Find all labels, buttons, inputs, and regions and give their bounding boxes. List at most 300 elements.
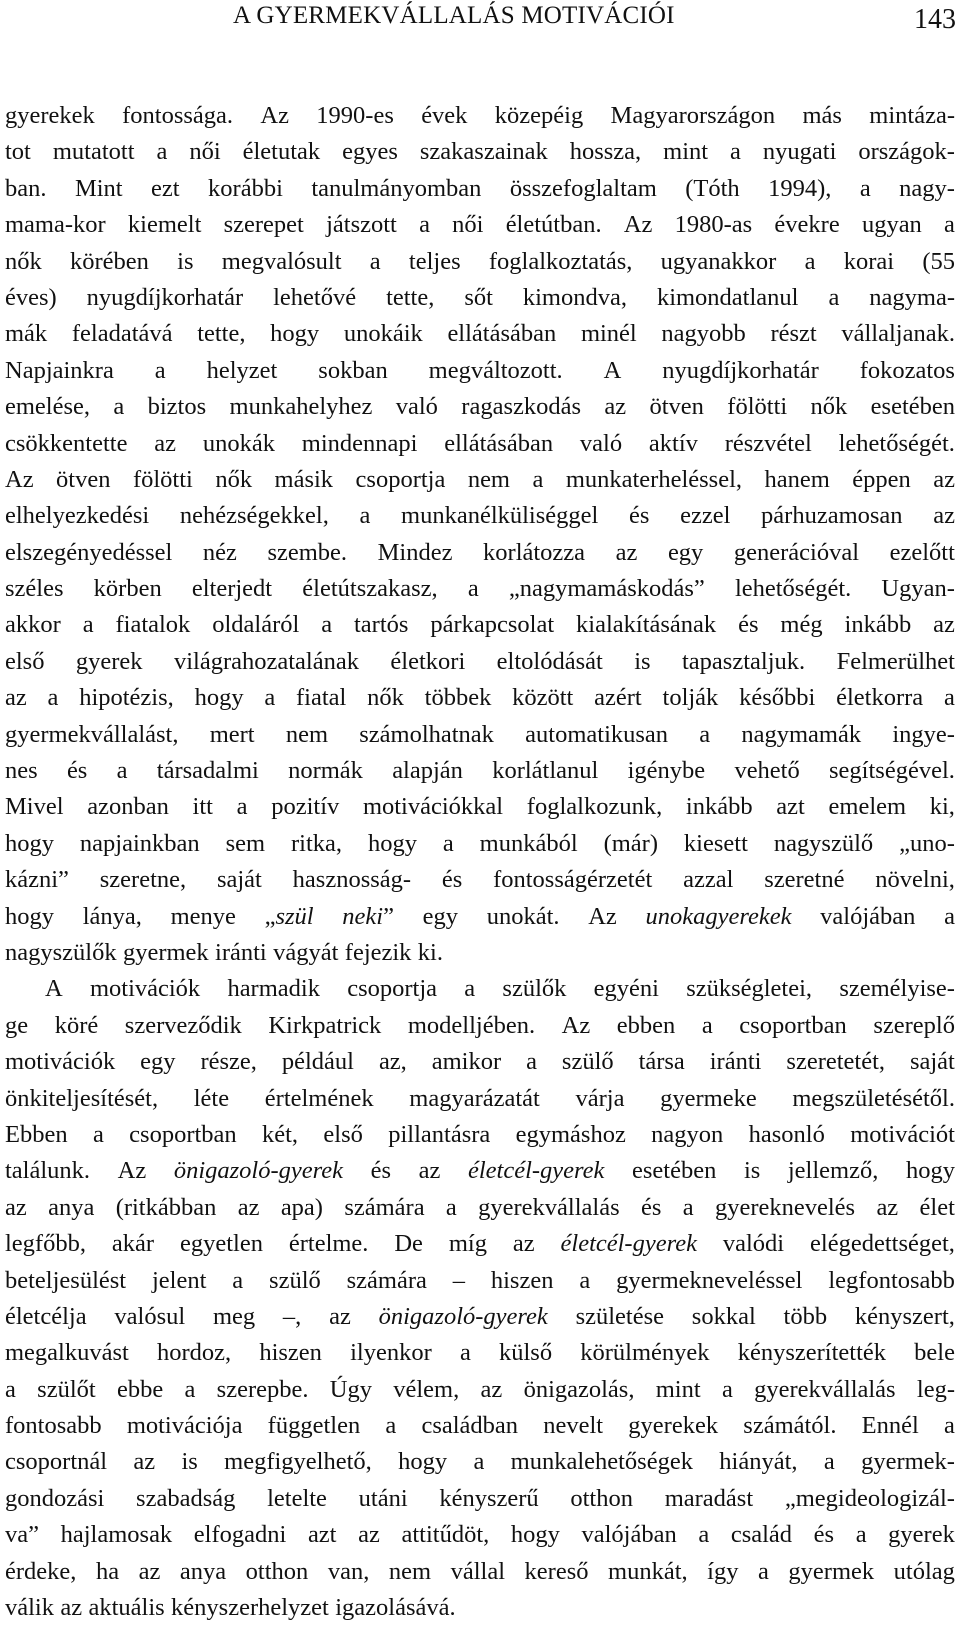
word: évek bbox=[421, 102, 468, 129]
word: hajlamosak bbox=[60, 1521, 173, 1549]
italic-term: életcél-gyerek bbox=[467, 1157, 605, 1185]
word: A bbox=[603, 356, 622, 384]
word: megalkuvást bbox=[5, 1339, 129, 1367]
word: és bbox=[738, 611, 759, 639]
word: motivációk bbox=[5, 1048, 116, 1076]
word: ugyanakkor bbox=[660, 247, 777, 275]
word: körülmények bbox=[580, 1339, 710, 1367]
word: fontosabb bbox=[5, 1412, 102, 1440]
word: napjainkban bbox=[79, 829, 200, 857]
word: mint bbox=[655, 1375, 701, 1403]
word: amikor bbox=[431, 1048, 502, 1076]
word: gyermek bbox=[788, 1557, 875, 1585]
word: Az bbox=[623, 211, 653, 239]
word: otthon bbox=[570, 1484, 633, 1512]
word: a bbox=[264, 684, 276, 712]
text-line bbox=[5, 280, 955, 316]
word: nagy- bbox=[899, 174, 955, 202]
word: nagymamák bbox=[741, 720, 862, 748]
word: ebben bbox=[616, 1011, 676, 1039]
word: sokban bbox=[318, 356, 388, 384]
word: a bbox=[419, 211, 430, 239]
word: az bbox=[329, 1302, 351, 1330]
word: ki. bbox=[417, 938, 443, 966]
word: társadalmi bbox=[156, 757, 259, 785]
word: munkából bbox=[479, 829, 578, 857]
word: ellátásában bbox=[444, 429, 554, 457]
word: nagyma- bbox=[869, 283, 955, 311]
word: gyermek- bbox=[861, 1448, 955, 1476]
word: széles bbox=[5, 575, 64, 603]
word: a bbox=[721, 1375, 733, 1403]
word: gyerek bbox=[888, 1521, 955, 1549]
word: első bbox=[323, 1120, 363, 1148]
word: foglalkozunk, bbox=[526, 793, 663, 821]
word: A bbox=[45, 975, 63, 1003]
word bbox=[379, 1299, 548, 1335]
word: elszegényedéssel bbox=[5, 538, 173, 566]
word: körében bbox=[70, 247, 149, 275]
word: tanulmányomban bbox=[311, 174, 482, 202]
text-line bbox=[5, 535, 955, 571]
text-line bbox=[5, 1008, 955, 1044]
word: való bbox=[395, 393, 438, 421]
word: munkalehetőségek bbox=[510, 1448, 693, 1476]
word: részt bbox=[770, 320, 817, 348]
word: a bbox=[82, 611, 94, 639]
word: a bbox=[464, 975, 476, 1003]
italic-term: unokagyerekek bbox=[645, 902, 792, 930]
word: az, bbox=[378, 1048, 407, 1076]
word: valójában bbox=[581, 1521, 677, 1549]
word: 1990-es bbox=[316, 102, 394, 129]
word: igénybe bbox=[627, 757, 706, 785]
word: élet bbox=[919, 1193, 955, 1221]
word: család bbox=[730, 1521, 793, 1549]
text-line bbox=[5, 1444, 955, 1480]
word: biztos bbox=[147, 393, 207, 421]
text-line bbox=[5, 717, 955, 753]
word: ritka, bbox=[290, 829, 343, 857]
word: várja bbox=[575, 1084, 625, 1112]
word: míg bbox=[448, 1230, 487, 1258]
italic-term: önigazoló-gyerek bbox=[378, 1302, 548, 1330]
body-text bbox=[5, 98, 955, 1626]
word: játszott bbox=[326, 211, 397, 239]
word: kimondatlanul bbox=[656, 283, 799, 311]
text-line bbox=[5, 171, 955, 207]
word: kiemelt bbox=[127, 211, 202, 239]
word: a bbox=[579, 1266, 591, 1294]
word: csoportban bbox=[129, 1120, 237, 1148]
word: egyetlen bbox=[179, 1230, 263, 1258]
word: akár bbox=[111, 1230, 155, 1258]
word: ki, bbox=[929, 793, 955, 821]
word: a bbox=[47, 684, 59, 712]
word: tapasztaljuk. bbox=[682, 647, 806, 675]
word: a bbox=[467, 575, 479, 603]
word: is bbox=[634, 647, 651, 675]
word: mint bbox=[663, 138, 709, 166]
word: a bbox=[236, 793, 248, 821]
word: hogy bbox=[510, 1521, 560, 1549]
text-line bbox=[5, 498, 955, 534]
text-line bbox=[5, 826, 955, 862]
word: utólag bbox=[893, 1557, 955, 1585]
word: személyise- bbox=[839, 975, 955, 1003]
word: csoportnál bbox=[5, 1448, 108, 1476]
word: aktuális bbox=[88, 1594, 165, 1622]
word: hiányát, bbox=[719, 1448, 798, 1476]
word: nők bbox=[5, 247, 42, 275]
word: társa bbox=[638, 1048, 685, 1076]
word bbox=[645, 899, 791, 935]
text-line bbox=[5, 1408, 955, 1444]
word: nem bbox=[467, 465, 510, 493]
word: csoportja bbox=[355, 465, 446, 493]
word: harmadik bbox=[227, 975, 320, 1003]
word: nagyszülő bbox=[773, 829, 874, 857]
word: évekre bbox=[774, 211, 840, 239]
word: ugyan bbox=[861, 211, 922, 239]
word: ingye- bbox=[892, 720, 955, 748]
word: motivációkkal bbox=[362, 793, 504, 821]
word: születése bbox=[575, 1302, 665, 1330]
word: gyerek bbox=[75, 647, 143, 675]
word: a bbox=[154, 356, 166, 384]
word: eltolódását bbox=[496, 647, 603, 675]
text-line bbox=[5, 935, 955, 971]
word: léte bbox=[193, 1084, 230, 1112]
word: az bbox=[358, 1521, 380, 1549]
word: vállaljanak. bbox=[841, 320, 955, 348]
word: azt bbox=[776, 793, 805, 821]
word: pillantásra bbox=[388, 1120, 491, 1148]
word: a bbox=[532, 465, 544, 493]
word: fokozatos bbox=[859, 356, 955, 384]
word: normák bbox=[288, 757, 363, 785]
italic-term: neki bbox=[342, 902, 384, 930]
word: fiatalok bbox=[115, 611, 191, 639]
word: így bbox=[707, 1557, 739, 1585]
word: kényszert, bbox=[854, 1302, 955, 1330]
word: szükségletei, bbox=[686, 975, 813, 1003]
word: legfontosabb bbox=[828, 1266, 955, 1294]
word: önkiteljesítését, bbox=[5, 1084, 159, 1112]
word: Napjainkra bbox=[5, 356, 114, 384]
word: motivációja bbox=[126, 1412, 243, 1440]
word: életútszakasz, bbox=[302, 575, 438, 603]
word: szerepbe. bbox=[216, 1375, 309, 1403]
word: letelte bbox=[267, 1484, 327, 1512]
word: saját bbox=[216, 866, 262, 894]
word: kényszerű bbox=[439, 1484, 539, 1512]
word: „szül bbox=[264, 902, 314, 930]
word: több bbox=[783, 1302, 828, 1330]
word: néz bbox=[202, 538, 237, 566]
word: az bbox=[615, 538, 638, 566]
word: hogy bbox=[5, 829, 54, 857]
word: valósul bbox=[114, 1302, 186, 1330]
word: leg- bbox=[916, 1375, 955, 1403]
word: szülő bbox=[269, 1266, 321, 1294]
word: gyermeke bbox=[660, 1084, 757, 1112]
word: nagyon bbox=[651, 1120, 724, 1148]
word: mert bbox=[209, 720, 255, 748]
word bbox=[561, 1226, 697, 1262]
word: életkorra bbox=[836, 684, 924, 712]
word: valódi bbox=[722, 1230, 785, 1258]
word: külső bbox=[498, 1339, 553, 1367]
text-line bbox=[5, 1044, 955, 1080]
word: inkább bbox=[685, 793, 753, 821]
word: első bbox=[5, 647, 45, 675]
word: az bbox=[138, 1557, 161, 1585]
word: között bbox=[512, 684, 574, 712]
word: önigazolás, bbox=[523, 1375, 635, 1403]
word: későbbi bbox=[739, 684, 816, 712]
word: „nagymamáskodás” bbox=[508, 575, 705, 603]
word: a bbox=[473, 1448, 485, 1476]
word: szereplő bbox=[873, 1011, 955, 1039]
word: ezelőtt bbox=[889, 538, 955, 566]
word: bele bbox=[914, 1339, 955, 1367]
word: sokkal bbox=[691, 1302, 756, 1330]
word: életkori bbox=[390, 647, 466, 675]
word: az bbox=[5, 1193, 27, 1221]
text-line bbox=[5, 1226, 955, 1262]
word: Ennél bbox=[861, 1412, 919, 1440]
word: gondozási bbox=[5, 1484, 105, 1512]
word: nyugdíjkorhatár bbox=[86, 283, 244, 311]
word: párhuzamosan bbox=[761, 502, 903, 530]
word: tette, bbox=[386, 283, 435, 311]
word: a bbox=[944, 902, 955, 930]
word: teljes bbox=[408, 247, 461, 275]
word: Kirkpatrick bbox=[268, 1011, 382, 1039]
word: az bbox=[876, 1193, 899, 1221]
word: alapján bbox=[392, 757, 463, 785]
word: modelljében. bbox=[407, 1011, 536, 1039]
word: a bbox=[92, 1120, 104, 1148]
word: Magyarországon bbox=[610, 102, 776, 129]
text-line bbox=[5, 316, 955, 352]
word: csoportban bbox=[739, 1011, 847, 1039]
word: ragaszkodás bbox=[461, 393, 582, 421]
word: hiszen bbox=[490, 1266, 554, 1294]
word: érdeke, bbox=[5, 1557, 77, 1585]
word: munkanélküliséggel bbox=[401, 502, 599, 530]
word: hossza, bbox=[569, 138, 642, 166]
running-header bbox=[0, 0, 960, 50]
word: a bbox=[701, 1011, 713, 1039]
word: Ugyan- bbox=[881, 575, 955, 603]
word: a bbox=[730, 138, 741, 166]
word: számolhatnak bbox=[359, 720, 494, 748]
word: a bbox=[698, 1521, 710, 1549]
italic-term: életcél-gyerek bbox=[560, 1230, 697, 1258]
word: ban. bbox=[5, 174, 47, 202]
word: minél bbox=[580, 320, 637, 348]
word: fiatal bbox=[296, 684, 347, 712]
text-line bbox=[5, 1554, 955, 1590]
word: a bbox=[682, 1193, 694, 1221]
word: unokáik bbox=[343, 320, 423, 348]
word: éves) bbox=[5, 283, 57, 311]
text-line bbox=[5, 607, 955, 643]
word: aktív bbox=[648, 429, 698, 457]
word: a bbox=[113, 393, 125, 421]
word: megfigyelhető, bbox=[224, 1448, 372, 1476]
word: maradást bbox=[664, 1484, 754, 1512]
word: része, bbox=[200, 1048, 257, 1076]
word: esetében bbox=[870, 393, 955, 421]
word: a bbox=[321, 611, 333, 639]
text-line bbox=[5, 789, 955, 825]
word: fontosságérzetét bbox=[493, 866, 653, 894]
word: életcélja bbox=[5, 1302, 87, 1330]
word: szeretetét, bbox=[786, 1048, 886, 1076]
text-line bbox=[5, 1299, 955, 1335]
word: a bbox=[459, 1339, 471, 1367]
word: nyugati bbox=[762, 138, 837, 166]
text-line bbox=[5, 462, 955, 498]
word: jelent bbox=[151, 1266, 207, 1294]
word: értelmének bbox=[264, 1084, 374, 1112]
word: szeretné bbox=[764, 866, 845, 894]
word: a bbox=[943, 684, 955, 712]
word: egyéni bbox=[593, 975, 659, 1003]
word: feladatává bbox=[71, 320, 173, 348]
word: például bbox=[281, 1048, 354, 1076]
word: a bbox=[859, 174, 871, 202]
text-line bbox=[5, 353, 955, 389]
word: emelése, bbox=[5, 393, 91, 421]
word: mutatott bbox=[52, 138, 135, 166]
word: és bbox=[813, 1521, 835, 1549]
word: beteljesülést bbox=[5, 1266, 127, 1294]
word: nők bbox=[215, 465, 253, 493]
word: a bbox=[855, 1521, 867, 1549]
word: szabadság bbox=[136, 1484, 236, 1512]
word: az bbox=[933, 611, 955, 639]
word: hasonló bbox=[748, 1120, 825, 1148]
word: oldaláról bbox=[212, 611, 300, 639]
word: a bbox=[828, 283, 840, 311]
word: és bbox=[629, 502, 650, 530]
word: vehető bbox=[734, 757, 800, 785]
word: részvétel bbox=[724, 429, 812, 457]
word: iránti bbox=[215, 938, 267, 966]
word: nevelt bbox=[543, 1412, 604, 1440]
word: többek bbox=[424, 684, 492, 712]
word: „uno- bbox=[899, 829, 955, 857]
text-line bbox=[5, 753, 955, 789]
word: gyermekneveléssel bbox=[616, 1266, 803, 1294]
text-line bbox=[5, 644, 955, 680]
word: hordoz, bbox=[157, 1339, 232, 1367]
text-line bbox=[5, 1153, 955, 1189]
word: azzal bbox=[683, 866, 734, 894]
word: 1980-as bbox=[674, 211, 753, 239]
word: ha bbox=[95, 1557, 120, 1585]
word: a bbox=[823, 1448, 835, 1476]
word: az bbox=[237, 1193, 260, 1221]
word: vélem, bbox=[393, 1375, 460, 1403]
word: más bbox=[802, 102, 842, 129]
text-line bbox=[5, 680, 955, 716]
word: kiesett bbox=[683, 829, 748, 857]
word: szakaszainak bbox=[419, 138, 548, 166]
word: csökkentette bbox=[5, 429, 128, 457]
word: a bbox=[156, 138, 168, 166]
word: egy bbox=[667, 538, 704, 566]
word: inkább bbox=[844, 611, 912, 639]
word: esetében bbox=[632, 1157, 717, 1185]
text-line bbox=[5, 389, 955, 425]
word: a bbox=[804, 247, 816, 275]
word: párkapcsolat bbox=[430, 611, 555, 639]
word: fontossága. bbox=[122, 102, 234, 129]
word: az bbox=[133, 1448, 156, 1476]
text-line bbox=[5, 1335, 955, 1371]
word: hogy bbox=[367, 829, 417, 857]
word: tartós bbox=[353, 611, 409, 639]
word: női bbox=[189, 138, 221, 166]
word: hiszen bbox=[259, 1339, 322, 1367]
word: nehézségekkel, bbox=[179, 502, 329, 530]
word: nagyszülők bbox=[5, 938, 117, 966]
word: itt bbox=[192, 793, 213, 821]
italic-term: szül bbox=[275, 902, 314, 930]
word: emelem bbox=[828, 793, 907, 821]
word: országok- bbox=[858, 138, 955, 166]
word: gyerekvállalás bbox=[478, 1193, 620, 1221]
word: lánya, bbox=[82, 902, 142, 930]
text-line bbox=[5, 1190, 955, 1226]
word: körben bbox=[93, 575, 162, 603]
word: számától. bbox=[743, 1412, 837, 1440]
word: lehetővé bbox=[273, 283, 357, 311]
word: munkaterheléssel, bbox=[565, 465, 743, 493]
text-line bbox=[5, 1372, 955, 1408]
word: kényszerhelyzet bbox=[171, 1594, 329, 1622]
word: az bbox=[933, 465, 955, 493]
text-line bbox=[5, 571, 955, 607]
word: ötven bbox=[56, 465, 111, 493]
word bbox=[174, 1153, 343, 1189]
word: hipotézis, bbox=[79, 684, 174, 712]
word: nők bbox=[367, 684, 404, 712]
word: való bbox=[579, 429, 623, 457]
word: motivációt bbox=[850, 1120, 955, 1148]
word: hogy bbox=[5, 902, 54, 930]
word: Mivel bbox=[5, 793, 64, 821]
text-line bbox=[5, 1590, 955, 1626]
word: is bbox=[181, 1448, 198, 1476]
word: ezzel bbox=[680, 502, 731, 530]
word: világrahozatalának bbox=[173, 647, 359, 675]
text-line bbox=[5, 98, 955, 134]
word: női bbox=[452, 211, 484, 239]
word: számára bbox=[344, 1193, 425, 1221]
word: automatikusan bbox=[525, 720, 669, 748]
word: munkahelyhez bbox=[229, 393, 373, 421]
word: köré bbox=[54, 1011, 99, 1039]
word: mindennapi bbox=[301, 429, 418, 457]
word: a bbox=[944, 211, 955, 239]
italic-term: önigazoló-gyerek bbox=[173, 1157, 343, 1185]
